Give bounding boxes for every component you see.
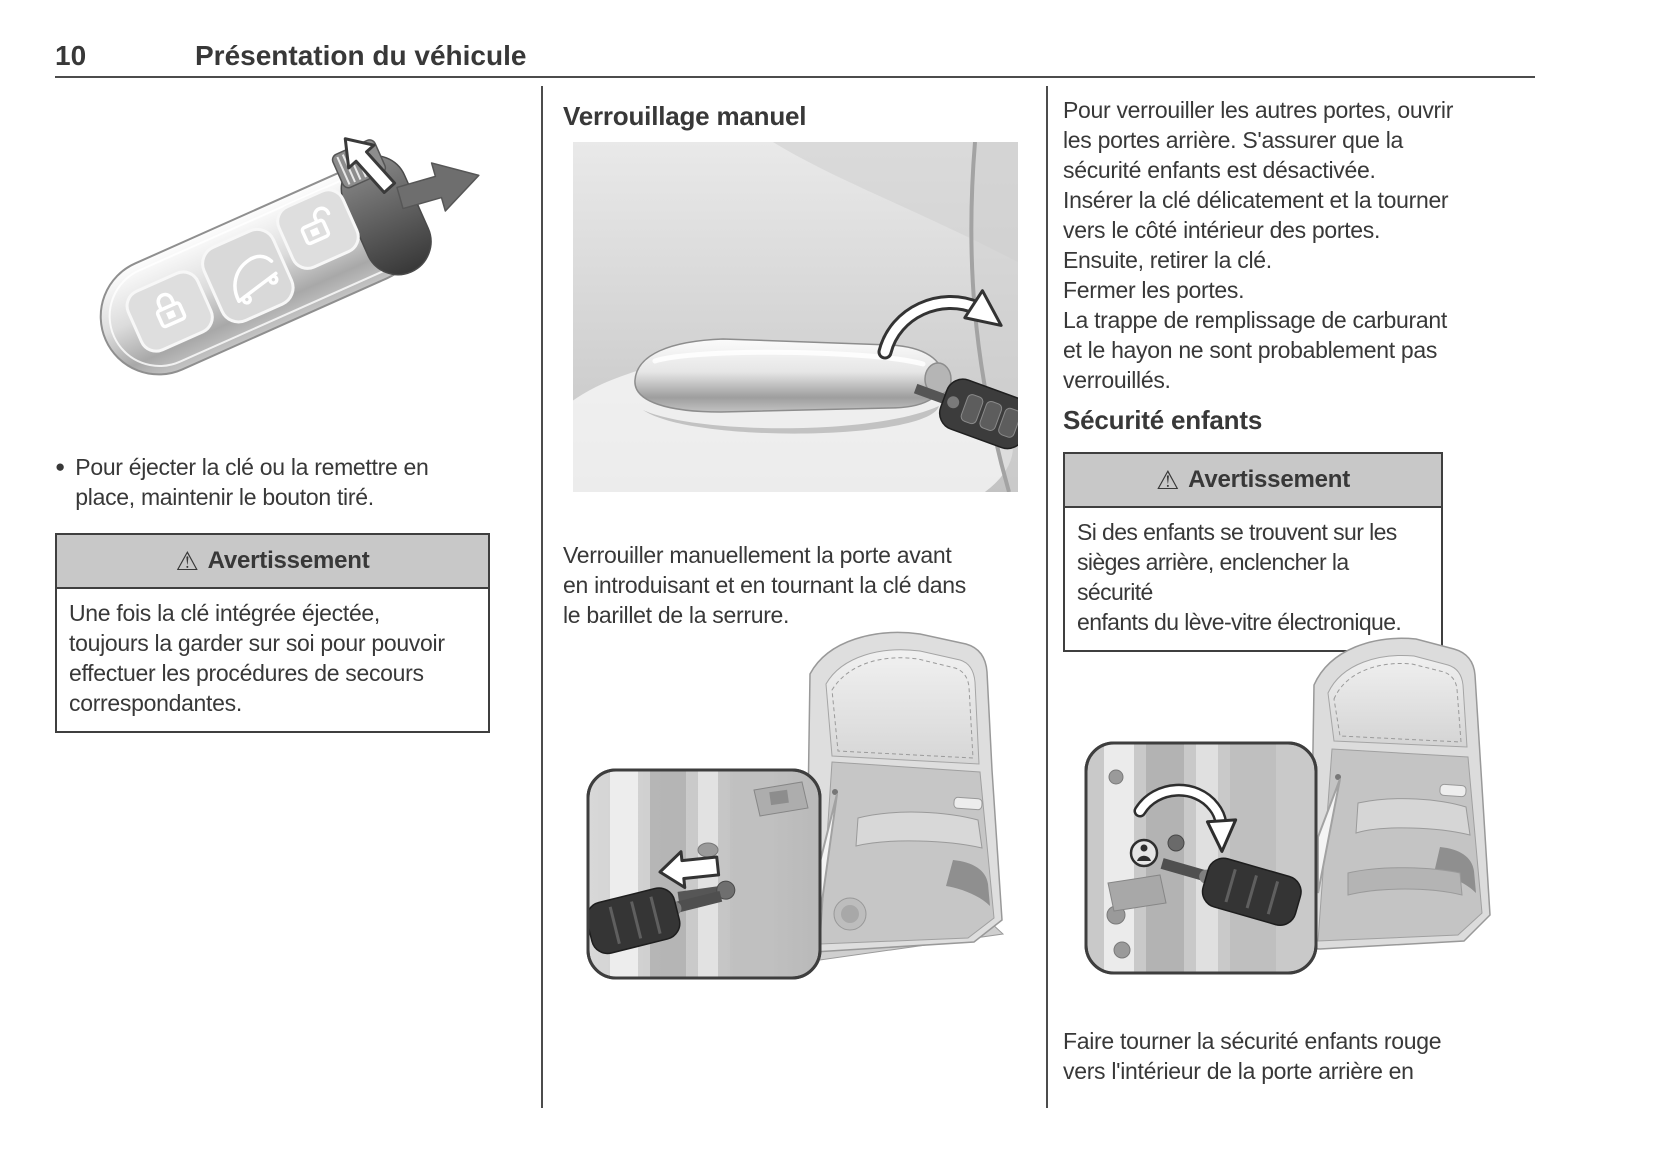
rear-door-illustration <box>1052 615 1507 980</box>
bullet-icon: ● <box>55 457 66 476</box>
child-lock-instruction-text: Faire tourner la sécurité enfants rouge vers l'intérieur de la porte arrière en <box>1063 1028 1442 1084</box>
figure-remote-key <box>62 106 482 411</box>
other-doors-locking-text: Pour verrouiller les autres portes, ouvrir les portes arrière. S'assurer que la sécurité enfants est désactivée. Insérer la clé délicatement et la tourner vers le côté intérieur des portes. Ensuite, retirer la clé. Fermer les portes. La trappe de remplissage de carburant et le hayon ne sont probablement pas verrouillés. <box>1063 97 1454 393</box>
page-number: 10 <box>55 40 87 71</box>
front-door-illustration <box>558 622 1033 980</box>
key-eject-note-text: Pour éjecter la clé ou la remettre en place, maintenir le bouton tiré. <box>75 454 429 510</box>
door-handle-illustration <box>573 142 1018 492</box>
page-title: Présentation du véhicule <box>195 40 527 71</box>
child-lock-icon <box>1131 840 1157 866</box>
warning-box-key-text: Une fois la clé intégrée éjectée, toujours la garder sur soi pour pouvoir effectuer les procédures de secours correspondantes. <box>69 600 445 716</box>
column-divider-2 <box>1046 86 1048 1108</box>
warning-triangle-icon: ⚠ <box>175 546 199 576</box>
screw-detail <box>698 843 718 857</box>
section-heading-child-locks: Sécurité enfants <box>1063 405 1263 435</box>
warning-box-child-locks-header <box>1065 454 1441 508</box>
warning-box-key <box>55 533 490 733</box>
figure-rear-door-child-lock <box>1052 615 1507 980</box>
remote-key-illustration <box>62 106 482 411</box>
manual-locking-text: Verrouiller manuellement la porte avant en introduisant et en tournant la clé dans le barillet de la serrure. <box>563 542 966 628</box>
child-lock-cylinder <box>1168 835 1184 851</box>
child-lock-inset <box>1086 743 1316 973</box>
figure-front-door-lock <box>558 622 1033 980</box>
warning-box-child-locks-title: Avertissement <box>1188 466 1351 493</box>
header-rule <box>55 76 1535 78</box>
warning-box-key-header <box>57 535 488 589</box>
lock-inset <box>583 770 820 978</box>
column-divider-1 <box>541 86 543 1108</box>
warning-triangle-icon: ⚠ <box>1155 465 1180 495</box>
section-heading-manual-locking: Verrouillage manuel <box>563 101 807 131</box>
figure-door-handle <box>573 142 1018 492</box>
warning-box-key-title: Avertissement <box>207 547 370 574</box>
warning-box-child-locks-text: Si des enfants se trouvent sur les sièges arrière, enclencher la sécurité enfants du lève-vitre électronique. <box>1077 519 1402 635</box>
key-eject-note <box>55 452 500 512</box>
